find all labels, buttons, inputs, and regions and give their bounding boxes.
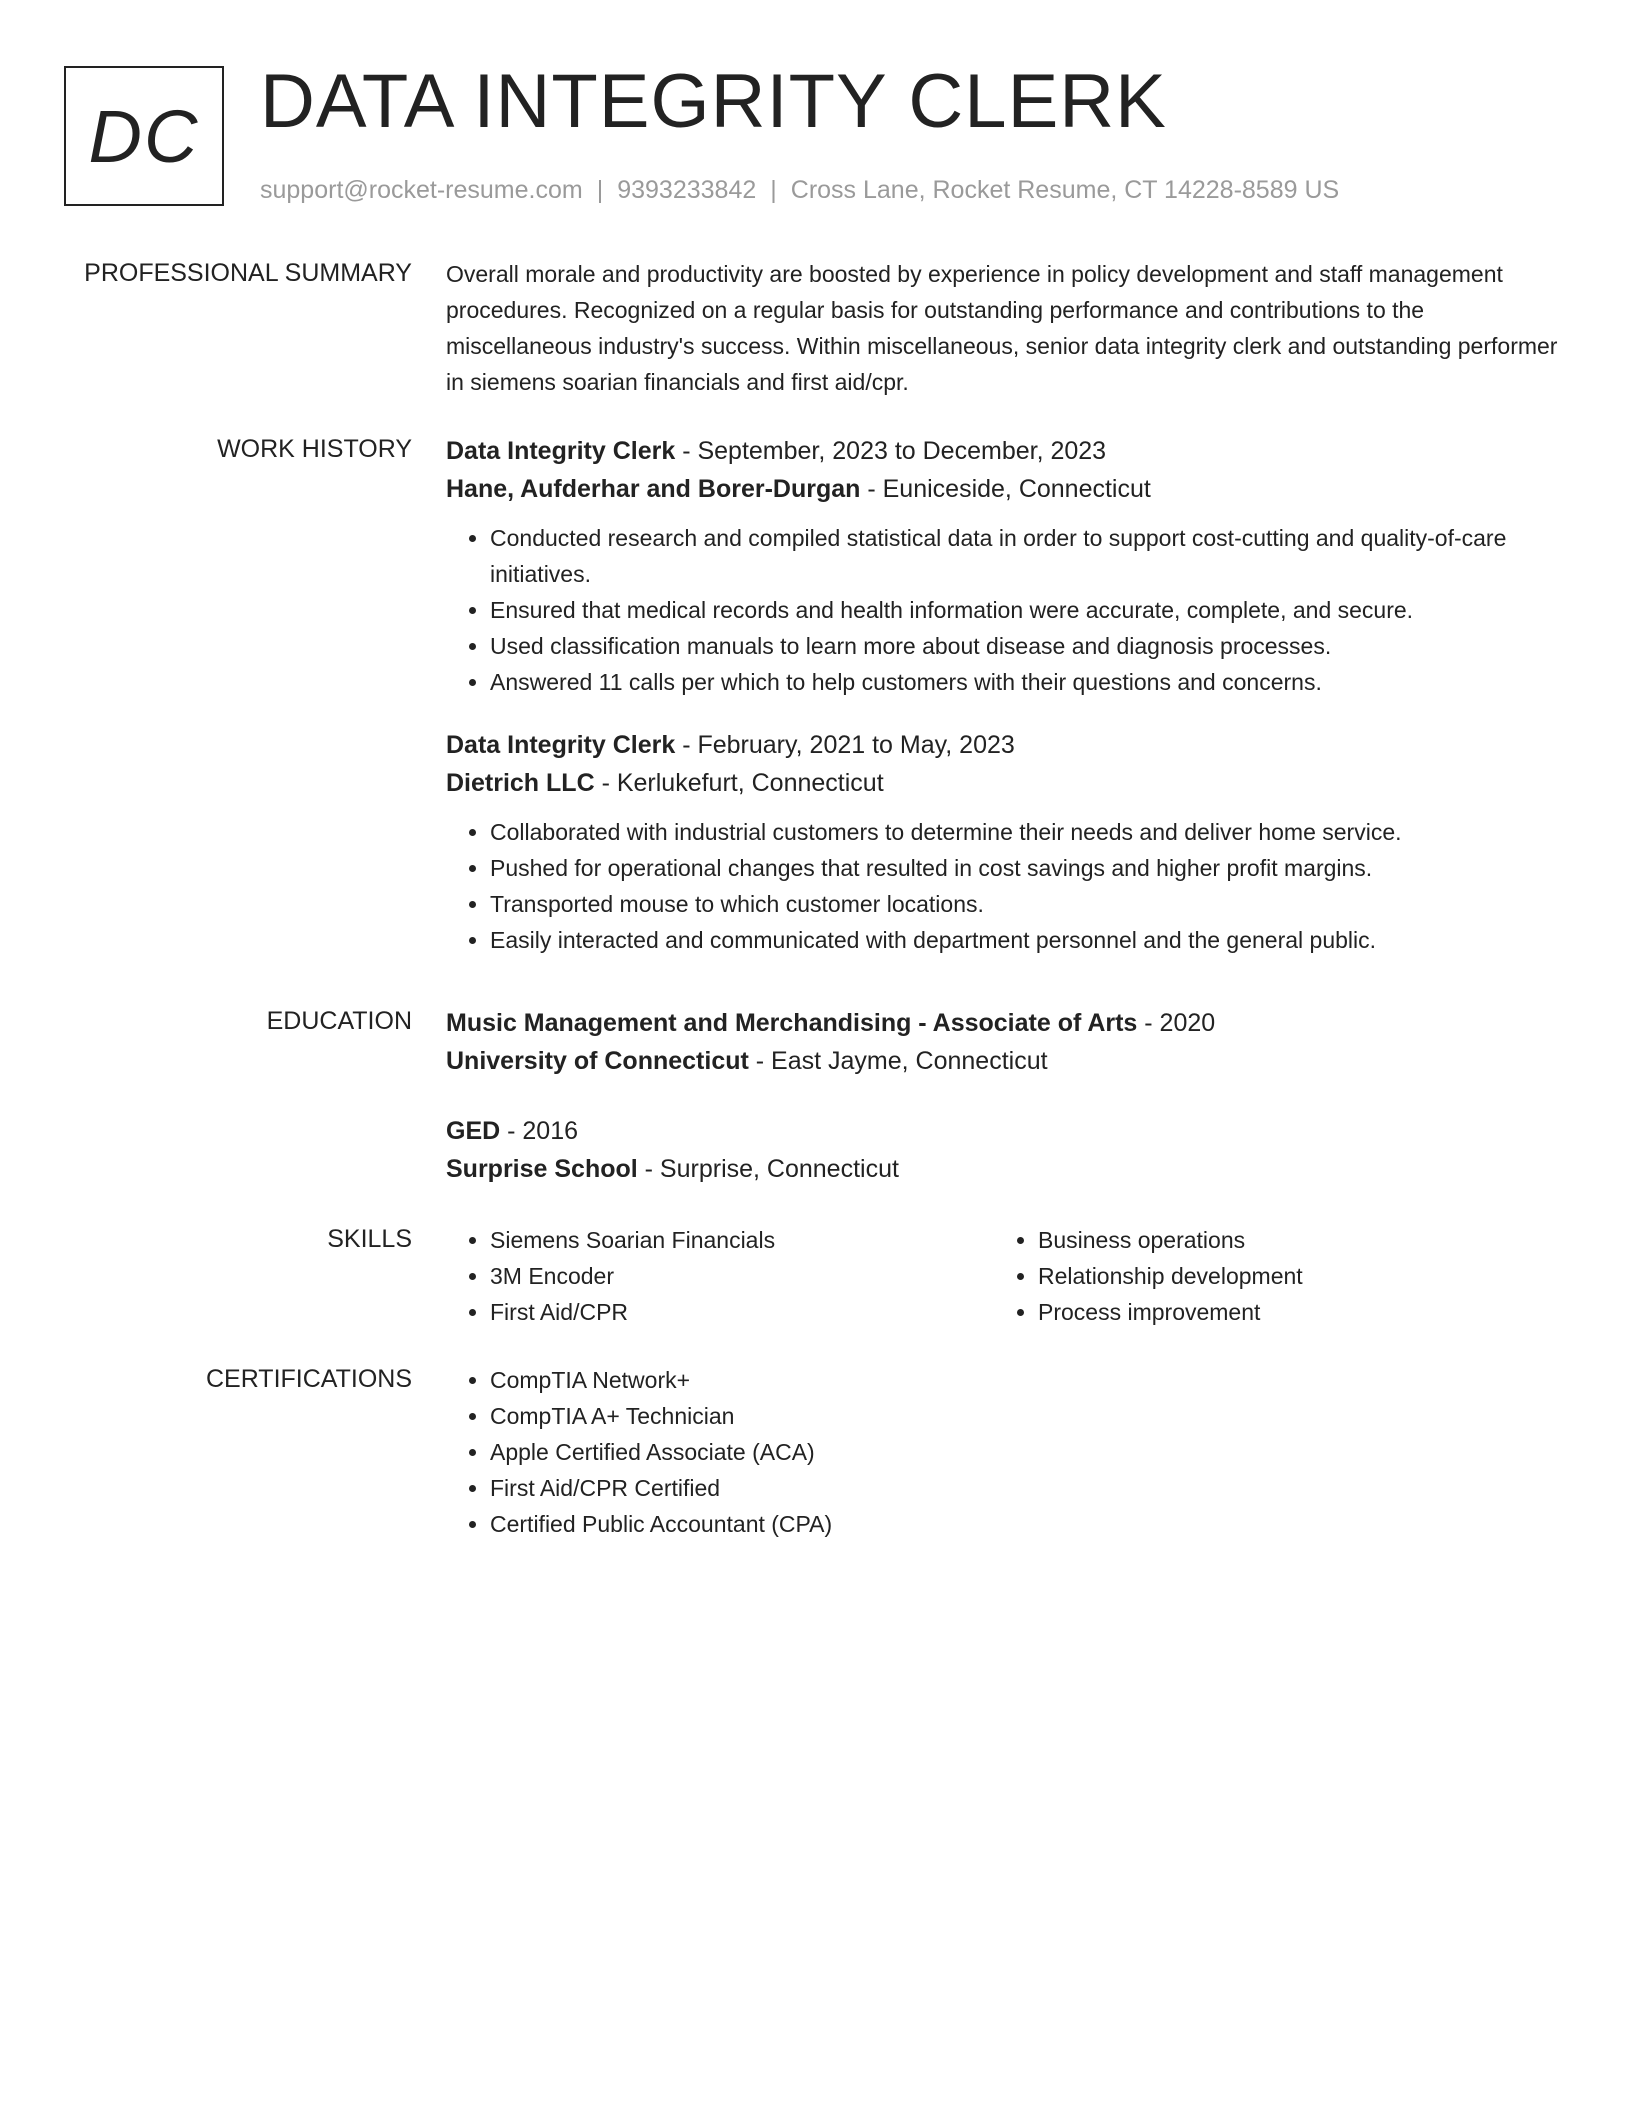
list-item: • First Aid/CPR <box>490 1294 994 1330</box>
monogram-initials: DC <box>88 94 200 178</box>
education-entry <box>446 1112 1566 1188</box>
job-location: - Kerlukefurt, Connecticut <box>594 769 884 797</box>
list-item: • Process improvement <box>1038 1294 1542 1330</box>
job-bullets <box>446 814 1566 958</box>
job-title: Data Integrity Clerk <box>446 731 676 759</box>
degree-line <box>446 1112 1566 1150</box>
job-title-line <box>446 432 1566 470</box>
certifications-list <box>446 1362 1566 1542</box>
job-dates: - September, 2023 to December, 2023 <box>675 437 1107 465</box>
education-entry <box>446 1004 1566 1080</box>
skills-column-right <box>994 1222 1542 1330</box>
list-item: • Transported mouse to which customer locations. <box>490 886 1566 922</box>
list-item: • First Aid/CPR Certified <box>490 1470 1566 1506</box>
job-entry <box>446 432 1566 700</box>
list-item: • 3M Encoder <box>490 1258 994 1294</box>
degree-year: - 2016 <box>500 1117 579 1145</box>
job-bullets <box>446 520 1566 700</box>
list-item: • Easily interacted and communicated with department personnel and the general public. <box>490 922 1566 958</box>
job-dates: - February, 2021 to May, 2023 <box>675 731 1015 759</box>
skills-list-left <box>446 1222 994 1330</box>
summary-body <box>446 256 1566 400</box>
section-label-certifications: CERTIFICATIONS <box>205 1365 412 1393</box>
contact-separator: | <box>770 176 777 204</box>
certifications-body <box>446 1362 1566 1542</box>
job-company-line <box>446 764 1566 802</box>
job-company: Dietrich LLC <box>446 769 595 797</box>
monogram-box <box>64 66 224 206</box>
list-item: • Collaborated with industrial customers to determine their needs and deliver home service. <box>490 814 1566 850</box>
list-item: • Answered 11 calls per which to help customers with their questions and concerns. <box>490 664 1566 700</box>
section-label-summary: PROFESSIONAL SUMMARY <box>84 259 412 287</box>
section-label-work-history: WORK HISTORY <box>217 435 412 463</box>
list-item: • Certified Public Accountant (CPA) <box>490 1506 1566 1542</box>
list-item: • Siemens Soarian Financials <box>490 1222 994 1258</box>
list-item: • Apple Certified Associate (ACA) <box>490 1434 1566 1470</box>
job-title-line <box>446 726 1566 764</box>
job-company-line <box>446 470 1566 508</box>
list-item: • CompTIA Network+ <box>490 1362 1566 1398</box>
summary-text: Overall morale and productivity are boosted by experience in policy development and staff management procedures. Recognized on a regular basis for outstanding performance and contributions to the miscellaneous industry's success. Within miscellaneous, senior data integrity clerk and outstanding performer in siemens soarian financials and first aid/cpr. <box>446 261 1558 395</box>
school-line <box>446 1042 1566 1080</box>
contact-line <box>260 174 1339 206</box>
job-company: Hane, Aufderhar and Borer-Durgan <box>446 475 861 503</box>
list-item: • CompTIA A+ Technician <box>490 1398 1566 1434</box>
education-body <box>446 1004 1566 1220</box>
skills-grid <box>446 1222 1566 1330</box>
skills-body <box>446 1222 1566 1330</box>
job-title: Data Integrity Clerk <box>446 437 676 465</box>
contact-email: support@rocket-resume.com <box>260 176 583 204</box>
list-item: • Relationship development <box>1038 1258 1542 1294</box>
section-label-education: EDUCATION <box>266 1007 412 1035</box>
degree-year: - 2020 <box>1137 1009 1216 1037</box>
work-history-body <box>446 432 1566 984</box>
school-name: University of Connecticut <box>446 1047 749 1075</box>
list-item: • Pushed for operational changes that resulted in cost savings and higher profit margins. <box>490 850 1566 886</box>
school-location: - Surprise, Connecticut <box>637 1155 899 1183</box>
skills-column-left <box>446 1222 994 1330</box>
list-item: • Ensured that medical records and health information were accurate, complete, and secure. <box>490 592 1566 628</box>
school-location: - East Jayme, Connecticut <box>748 1047 1048 1075</box>
contact-address: Cross Lane, Rocket Resume, CT 14228-8589 US <box>790 176 1340 204</box>
school-name: Surprise School <box>446 1155 638 1183</box>
job-entry <box>446 726 1566 958</box>
contact-separator: | <box>596 176 604 204</box>
section-label-skills: SKILLS <box>327 1225 412 1253</box>
degree-line <box>446 1004 1566 1042</box>
degree-name: Music Management and Merchandising - Associate of Arts <box>446 1009 1138 1037</box>
school-line <box>446 1150 1566 1188</box>
contact-phone: 9393233842 <box>617 176 757 204</box>
degree-name: GED <box>446 1117 501 1145</box>
resume-title: DATA INTEGRITY CLERK <box>260 59 1167 144</box>
skills-list-right <box>994 1222 1542 1330</box>
list-item: • Business operations <box>1038 1222 1542 1258</box>
job-location: - Euniceside, Connecticut <box>860 475 1151 503</box>
list-item: • Used classification manuals to learn more about disease and diagnosis processes. <box>490 628 1566 664</box>
list-item: • Conducted research and compiled statistical data in order to support cost-cutting and quality-of-care initiatives. <box>490 520 1566 592</box>
